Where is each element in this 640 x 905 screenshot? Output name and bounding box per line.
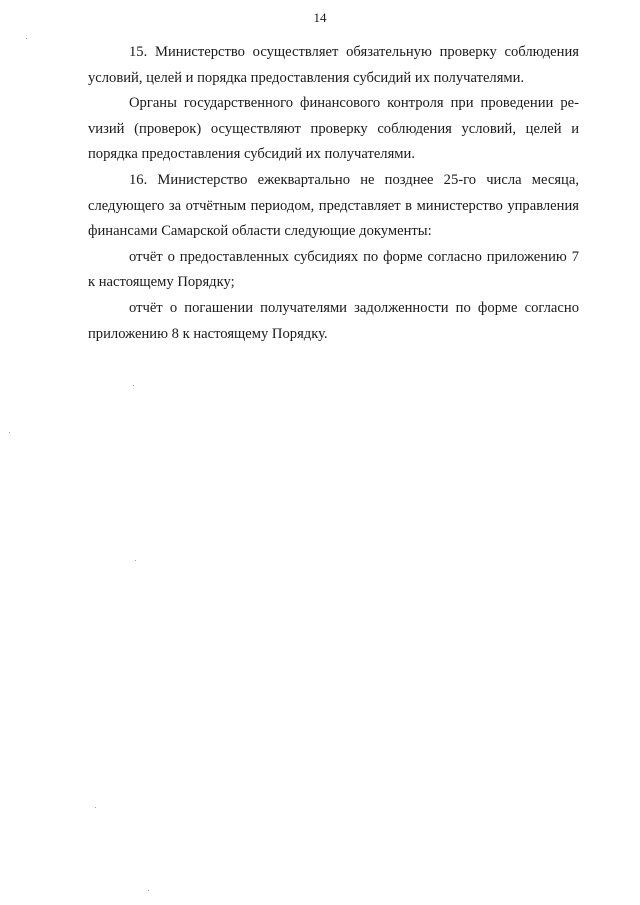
paragraph-report-debt: отчёт о погашении получателями задолженности по форме согласно приложению 8 к настоящему Порядку. (88, 299, 579, 342)
paragraph-control-bodies: Органы государственного финансового контроля при проведении реvизий (проверок) осуществляют проверку соблюдения условий, целей и порядка предоставления субсидий их получателями. (88, 95, 579, 163)
scan-speck (135, 560, 136, 561)
paragraph-15: 15. Министерство осуществляет обязательную проверку соблюдения условий, целей и порядка предоставления субсидий их получателями. (88, 44, 579, 86)
scan-speck (26, 38, 27, 39)
paragraph-16: 16. Министерство ежеквартально не позднее 25-го числа месяца, следующего за отчётным периодом, представляет в министерство управления финансами Самарской области следующие документы: (88, 171, 579, 240)
scan-speck (133, 385, 134, 386)
scan-speck (148, 890, 149, 891)
scan-speck (95, 807, 96, 808)
scan-speck (9, 432, 10, 433)
document-body (88, 40, 579, 347)
paragraph-report-subsidies: отчёт о предоставленных субсидиях по форме согласно приложению 7 к настоящему Порядку; (88, 248, 579, 291)
page-number: 14 (313, 10, 327, 25)
